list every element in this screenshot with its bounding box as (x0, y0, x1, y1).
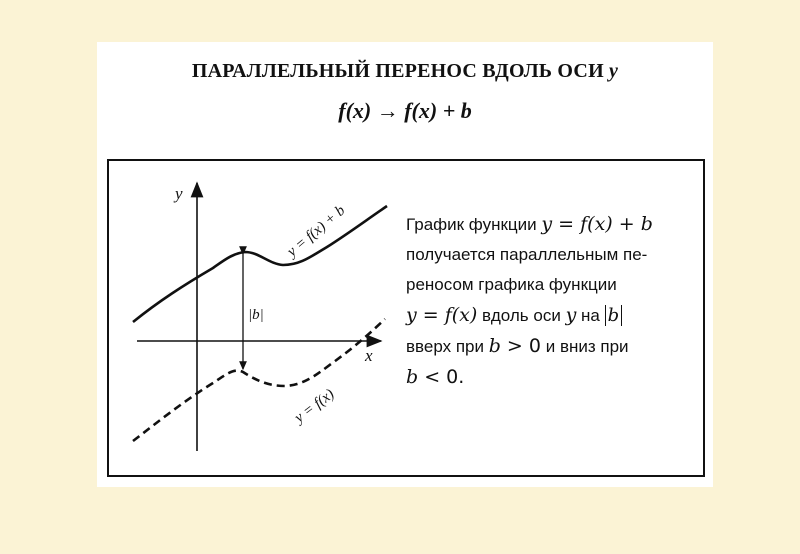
shift-label: |b| (248, 307, 264, 323)
desc-line-4: y = f(x) вдоль оси y на b (406, 300, 696, 331)
desc-line-1: График функции y = f(x) + b (406, 213, 653, 235)
y-axis-label: y (175, 184, 183, 203)
upper-curve (133, 206, 387, 322)
title (97, 60, 713, 83)
lower-curve-label: y = f(x) (291, 386, 338, 427)
desc-line-6: b < 0. (406, 366, 465, 388)
upper-curve-label: y = f(x) + b (284, 202, 349, 261)
description (406, 209, 696, 393)
formula-right: f(x) + b (404, 98, 472, 123)
slide-card (97, 42, 713, 487)
formula-arrow: → (376, 98, 399, 123)
desc-line-5: вверх при b > 0 и вниз при (406, 335, 629, 357)
x-axis-label: x (365, 346, 373, 365)
title-text: ПАРАЛЛЕЛЬНЫЙ ПЕРЕНОС ВДОЛЬ ОСИ (191, 60, 604, 82)
illustration-panel (107, 159, 705, 477)
formula-left: f(x) (338, 98, 372, 123)
desc-line-2: получается параллельным пе- (406, 245, 648, 264)
formula (97, 98, 713, 124)
lower-curve (133, 319, 385, 441)
desc-line-3: реносом графика функции (406, 275, 617, 294)
title-axis-var: y (609, 60, 619, 82)
